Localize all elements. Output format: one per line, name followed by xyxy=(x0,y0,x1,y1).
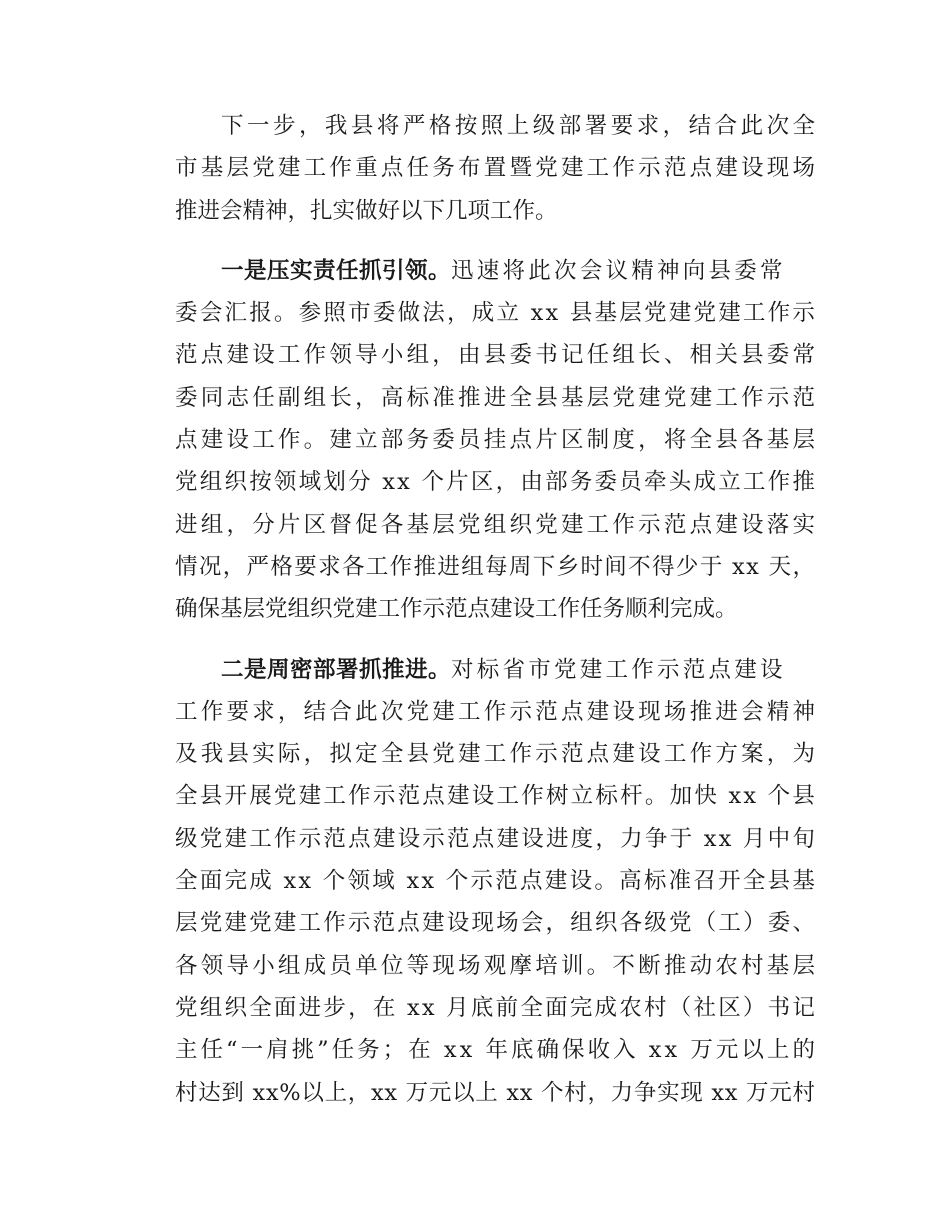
text-line: 委同志任副组长，高标准推进全县基层党建党建工作示范 xyxy=(175,384,819,411)
paragraph-3-line-3 xyxy=(175,733,819,775)
document-body xyxy=(175,105,819,1114)
text-line: 情况，严格要求各工作推进组每周下乡时间不得少于 xx 天， xyxy=(175,553,817,580)
paragraph-1-line-3 xyxy=(175,190,815,232)
paragraph-2-line-8 xyxy=(175,546,815,588)
paragraph-2-line-3 xyxy=(175,334,819,376)
text-line: 点建设工作。建立部务委员挂点片区制度，将全县各基层 xyxy=(175,427,819,454)
text-line: 对标省市党建工作示范点建设 xyxy=(451,656,786,683)
text-line: 工作要求，结合此次党建工作示范点建设现场推进会精神 xyxy=(175,698,819,725)
text-line: 下一步，我县将严格按照上级部署要求，结合此次全 xyxy=(221,113,819,139)
text-line: 市基层党建工作重点任务布置暨党建工作示范点建设现场 xyxy=(175,155,819,182)
paragraph-2-line-6 xyxy=(175,461,818,503)
paragraph-3-line-2 xyxy=(175,691,819,733)
paragraph-heading: 二是周密部署抓推进。 xyxy=(221,656,452,683)
paragraph-3-line-7 xyxy=(175,902,818,944)
text-line: 及我县实际，拟定全县党建工作示范点建设工作方案，为 xyxy=(175,741,819,768)
paragraph-3-line-10 xyxy=(175,1029,818,1071)
text-line: 范点建设工作领导小组，由县委书记任组长、相关县委常 xyxy=(175,342,819,369)
text-line: 级党建工作示范点建设示范点建设进度，力争于 xx 月中旬 xyxy=(175,825,818,852)
text-line: 委会汇报。参照市委做法，成立 xx 县基层党建党建工作示 xyxy=(175,300,818,327)
text-line: 推进会精神，扎实做好以下几项工作。 xyxy=(175,197,558,224)
paragraph-3-line-9 xyxy=(175,987,818,1029)
paragraph-gap xyxy=(175,232,815,250)
paragraph-3-line-4 xyxy=(175,775,818,817)
paragraph-2-line-4 xyxy=(175,377,819,419)
text-line: 全面完成 xx 个领域 xx 个示范点建设。高标准召开全县基 xyxy=(175,868,818,895)
text-line: 村达到 xx%以上，xx 万元以上 xx 个村，力争实现 xx 万元村 xyxy=(175,1079,816,1106)
paragraph-1-line-2 xyxy=(175,147,819,189)
text-line: 层党建党建工作示范点建设现场会，组织各级党（工）委、 xyxy=(175,910,818,937)
paragraph-2-line-5 xyxy=(175,419,819,461)
paragraph-3-line-6 xyxy=(175,860,818,902)
text-line: 主任“一肩挑”任务；在 xx 年底确保收入 xx 万元以上的 xyxy=(175,1037,818,1064)
paragraph-1-line-1 xyxy=(175,105,819,147)
text-line: 进组，分片区督促各基层党组织党建工作示范点建设落实 xyxy=(175,511,819,538)
paragraph-3-line-8 xyxy=(175,945,819,987)
paragraph-heading: 一是压实责任抓引领。 xyxy=(221,257,452,284)
paragraph-2-line-9 xyxy=(175,588,815,630)
paragraph-3-line-1 xyxy=(175,649,815,691)
paragraph-3-line-11 xyxy=(175,1072,815,1114)
text-line: 各领导小组成员单位等现场观摩培训。不断推动农村基层 xyxy=(175,952,819,979)
text-line: 党组织按领域划分 xx 个片区，由部务委员牵头成立工作推 xyxy=(175,469,818,496)
text-line: 党组织全面进步，在 xx 月底前全面完成农村（社区）书记 xyxy=(175,994,818,1021)
text-line: 全县开展党建工作示范点建设工作树立标杆。加快 xx 个县 xyxy=(175,783,818,810)
text-line: 确保基层党组织党建工作示范点建设工作任务顺利完成。 xyxy=(175,596,738,623)
paragraph-2-line-2 xyxy=(175,292,818,334)
paragraph-2-line-1 xyxy=(175,250,815,292)
paragraph-2-line-7 xyxy=(175,504,819,546)
text-line: 迅速将此次会议精神向县委常 xyxy=(451,257,786,284)
paragraph-gap xyxy=(175,631,815,649)
paragraph-3-line-5 xyxy=(175,818,818,860)
